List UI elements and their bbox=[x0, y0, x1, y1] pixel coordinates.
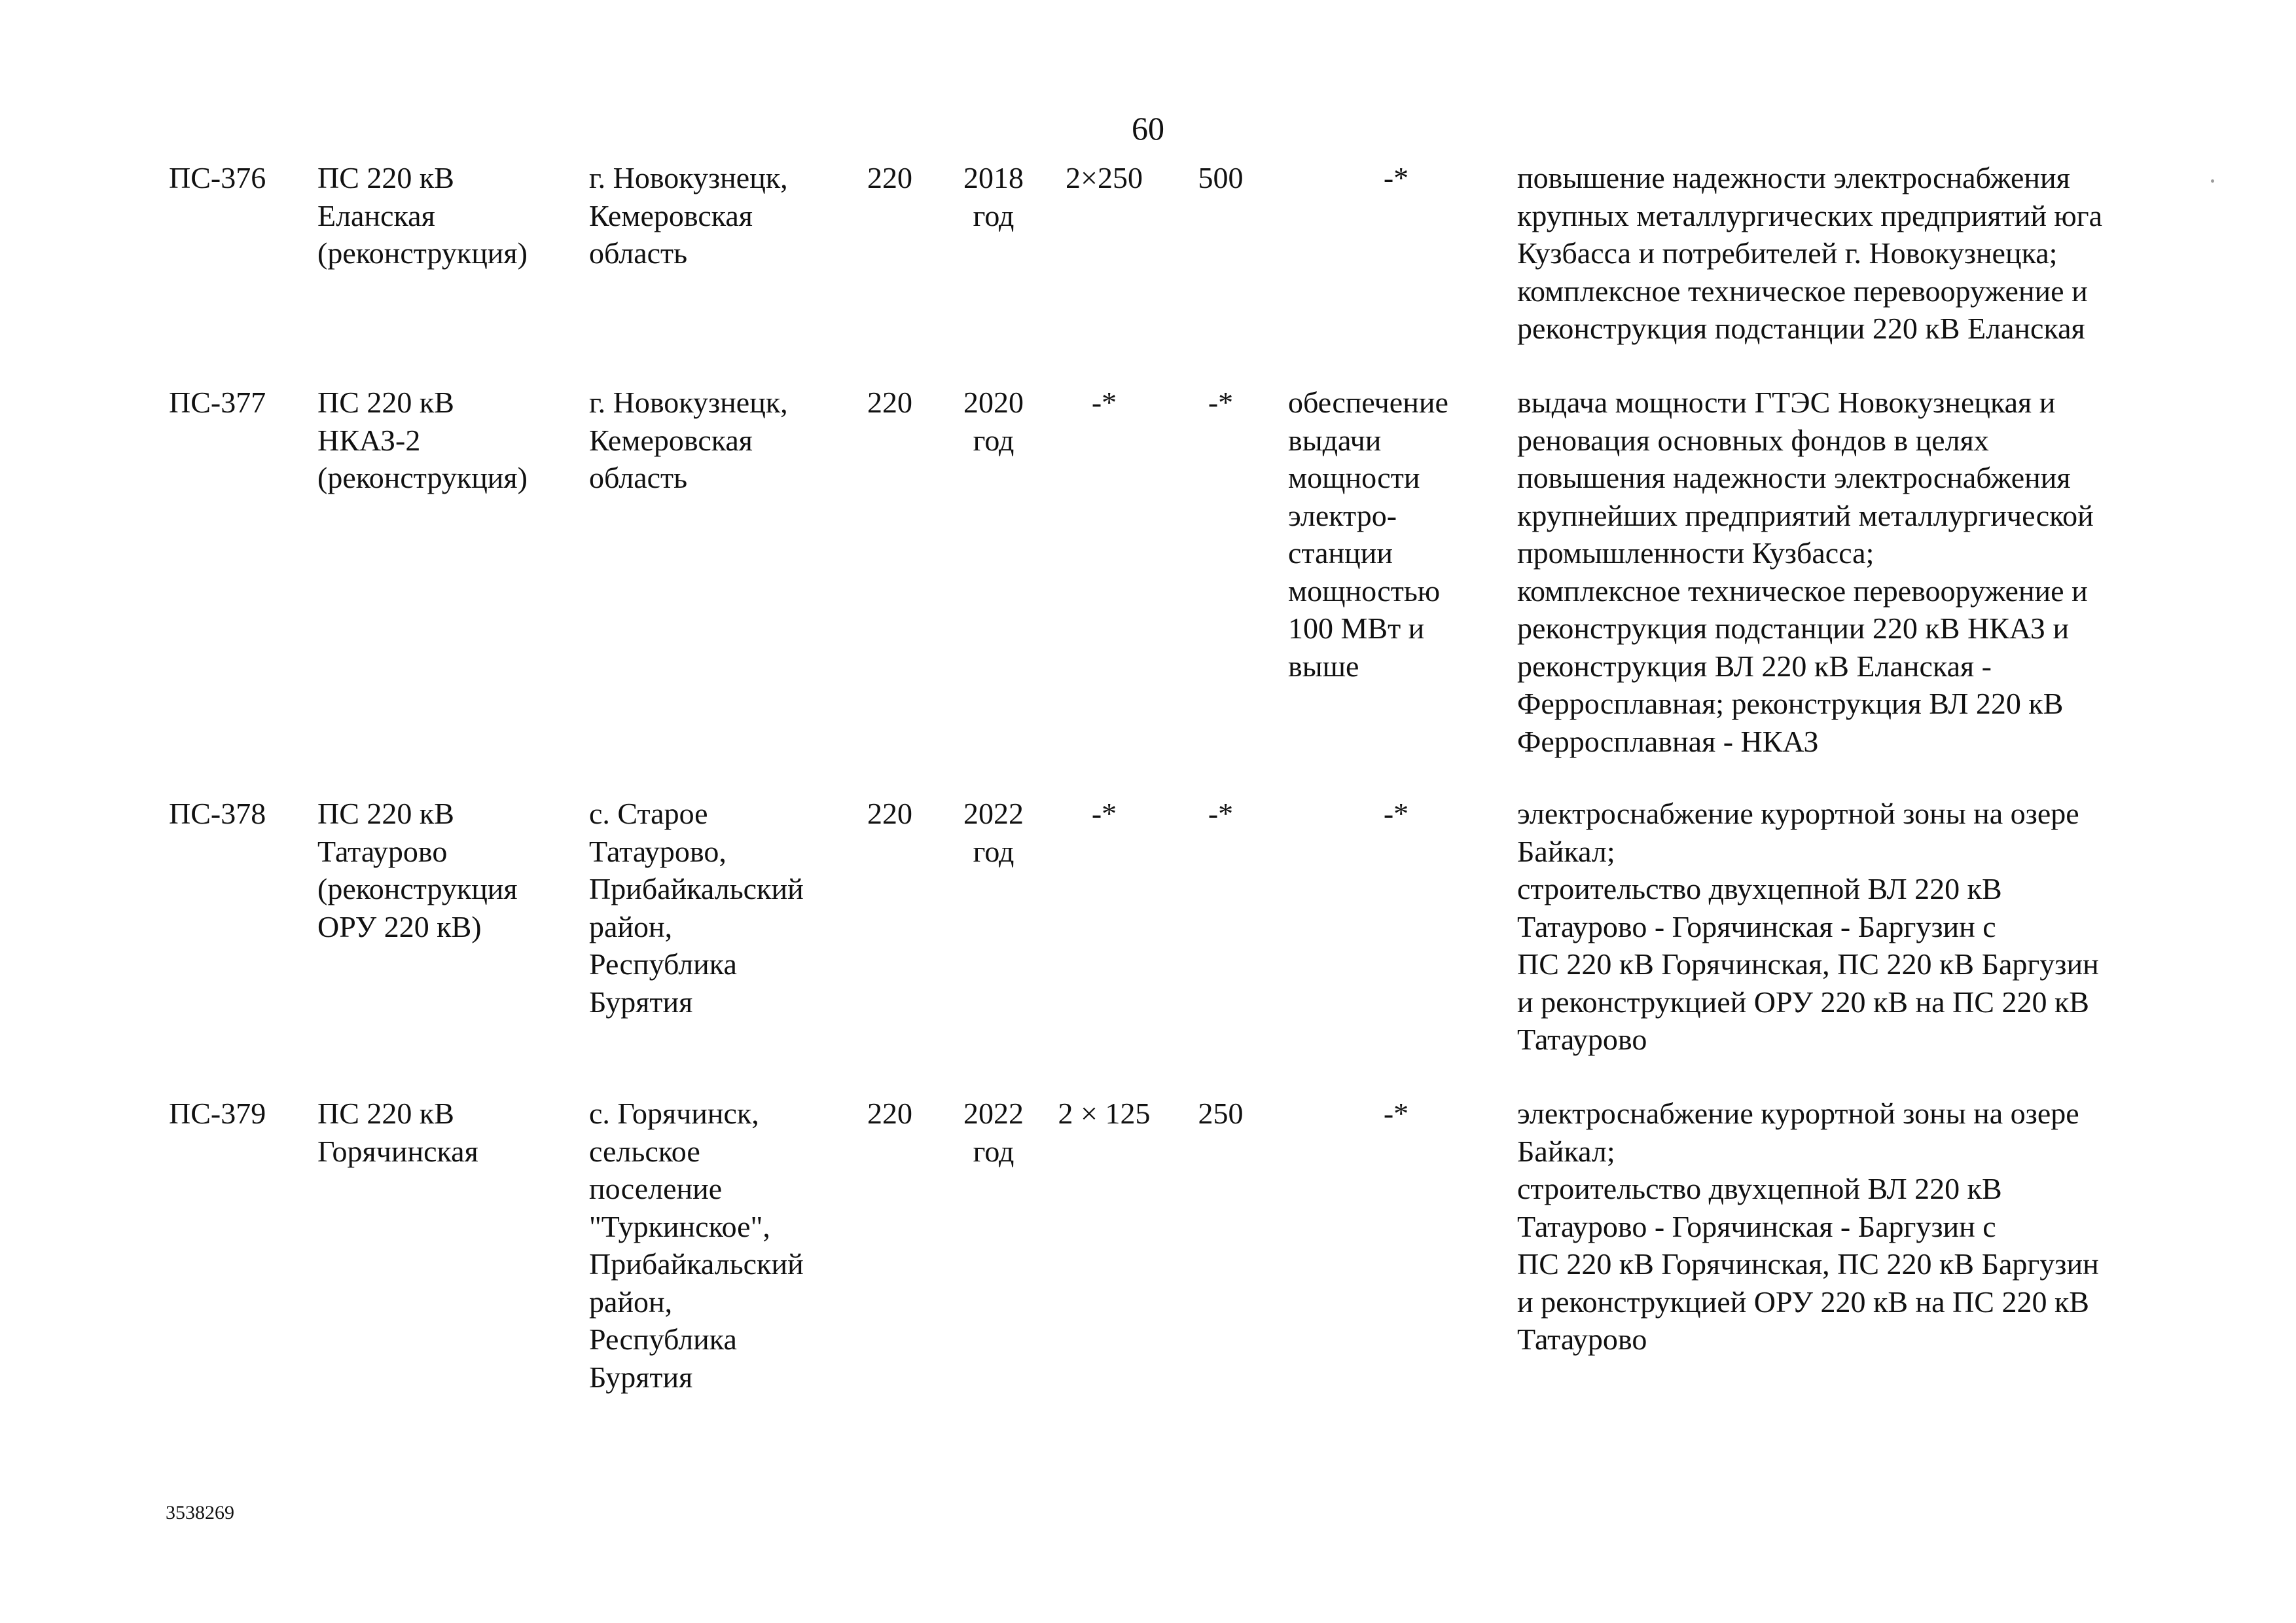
object-code: ПС-379 bbox=[169, 1097, 266, 1130]
object-name: ПС 220 кВ Горячинская bbox=[317, 1097, 478, 1168]
scan-speck bbox=[2211, 179, 2214, 183]
object-code: ПС-378 bbox=[169, 797, 266, 830]
object-purpose: -* bbox=[1383, 797, 1409, 830]
object-code: ПС-376 bbox=[169, 161, 266, 194]
commissioning-year: 2022 год bbox=[963, 1097, 1024, 1168]
object-rationale: повышение надежности электроснабжения крупных металлургических предприятий юга Кузбасса и потребителей г. Новокузнецка; комплексное техническое перевооружение и реконструкция подстанции 220 кВ Еланская bbox=[1517, 161, 2103, 345]
commissioning-year: 2022 год bbox=[963, 797, 1024, 868]
transformer-capacity: -* bbox=[1091, 797, 1117, 830]
commissioning-year: 2020 год bbox=[963, 386, 1024, 457]
object-code: ПС-377 bbox=[169, 386, 266, 419]
transformer-capacity: 2 × 125 bbox=[1058, 1097, 1151, 1130]
object-location: с. Горячинск, сельское поселение "Туркинское", Прибайкальский район, Республика Бурятия bbox=[589, 1097, 804, 1394]
object-rationale: электроснабжение курортной зоны на озере Байкал; строительство двухцепной ВЛ 220 кВ Татаурово - Горячинская - Баргузин с ПС 220 кВ Горячинская, ПС 220 кВ Баргузин и реконструкцией ОРУ 220 кВ на ПС 220 кВ Татаурово bbox=[1517, 797, 2099, 1056]
object-voltage: 220 bbox=[867, 1097, 912, 1130]
object-purpose: -* bbox=[1383, 161, 1409, 194]
object-voltage: 220 bbox=[867, 797, 912, 830]
total-power: 500 bbox=[1198, 161, 1244, 194]
object-name: ПС 220 кВ Татаурово (реконструкция ОРУ 220 кВ) bbox=[317, 797, 518, 943]
object-rationale: электроснабжение курортной зоны на озере Байкал; строительство двухцепной ВЛ 220 кВ Татаурово - Горячинская - Баргузин с ПС 220 кВ Горячинская, ПС 220 кВ Баргузин и реконструкцией ОРУ 220 кВ на ПС 220 кВ Татаурово bbox=[1517, 1097, 2099, 1356]
document-id: 3538269 bbox=[166, 1502, 234, 1523]
total-power: -* bbox=[1208, 386, 1234, 419]
object-rationale: выдача мощности ГТЭС Новокузнецкая и реновация основных фондов в целях повышения надежности электроснабжения крупнейших предприятий металлургической промышленности Кузбасса; комплексное техническое перевооружение и реконструкция подстанции 220 кВ НКАЗ и реконструкция ВЛ 220 кВ Еланская - Ферросплавная; реконструкция ВЛ 220 кВ Ферросплавная - НКАЗ bbox=[1517, 386, 2094, 758]
object-location: г. Новокузнецк, Кемеровская область bbox=[589, 386, 788, 494]
transformer-capacity: -* bbox=[1091, 386, 1117, 419]
object-purpose: обеспечение выдачи мощности электро- станции мощностью 100 МВт и выше bbox=[1288, 386, 1448, 683]
object-purpose: -* bbox=[1383, 1097, 1409, 1130]
object-location: с. Старое Татаурово, Прибайкальский район, Республика Бурятия bbox=[589, 797, 804, 1019]
object-voltage: 220 bbox=[867, 386, 912, 419]
page-number: 60 bbox=[1132, 110, 1164, 147]
total-power: 250 bbox=[1198, 1097, 1244, 1130]
object-name: ПС 220 кВ НКАЗ-2 (реконструкция) bbox=[317, 386, 528, 494]
object-location: г. Новокузнецк, Кемеровская область bbox=[589, 161, 788, 270]
object-voltage: 220 bbox=[867, 161, 912, 194]
transformer-capacity: 2×250 bbox=[1066, 161, 1143, 194]
object-name: ПС 220 кВ Еланская (реконструкция) bbox=[317, 161, 528, 270]
total-power: -* bbox=[1208, 797, 1234, 830]
commissioning-year: 2018 год bbox=[963, 161, 1024, 232]
